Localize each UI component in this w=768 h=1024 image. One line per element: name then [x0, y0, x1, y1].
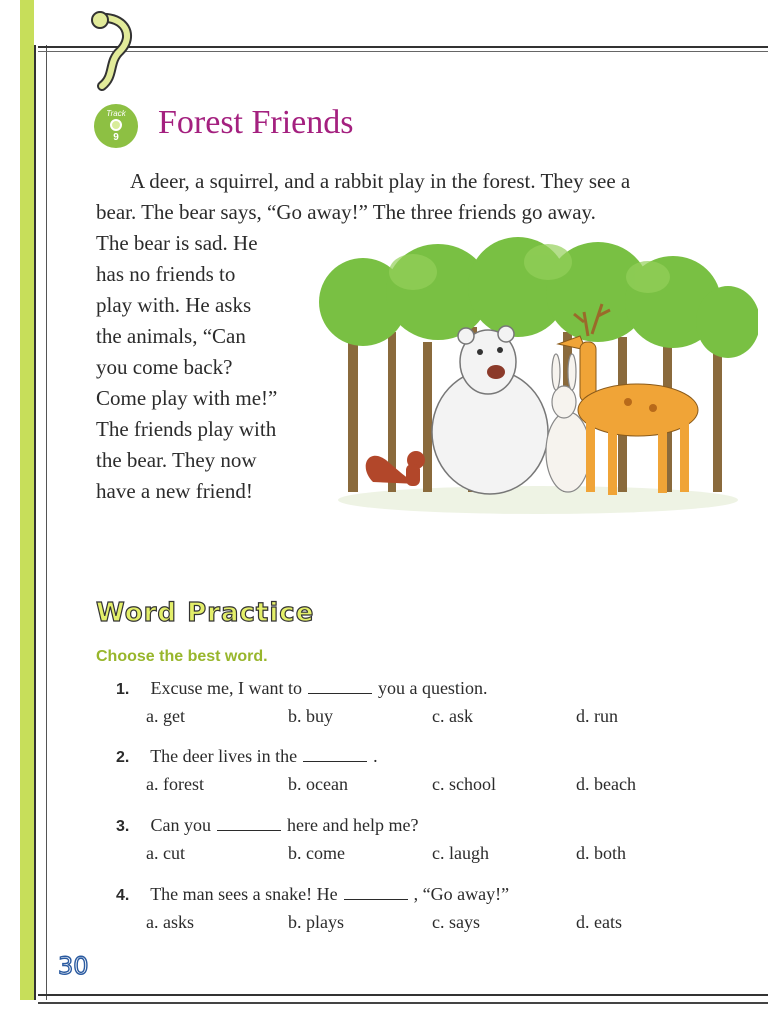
question-text: Excuse me, I want to: [150, 678, 302, 698]
answer-option[interactable]: b. buy: [288, 706, 333, 726]
answer-option[interactable]: c. says: [432, 912, 480, 932]
question-text: The man sees a snake! He: [150, 884, 338, 904]
answer-blank[interactable]: [344, 885, 408, 900]
question-text: The deer lives in the: [150, 746, 298, 766]
question-text: Can you: [150, 815, 211, 835]
story-line: you come back?: [96, 355, 233, 379]
question-text: you a question.: [377, 678, 488, 698]
story-line: The bear is sad. He: [96, 231, 258, 255]
section-title: Word Practice: [96, 598, 315, 628]
question-text: here and help me?: [287, 815, 419, 835]
answer-option[interactable]: c. ask: [432, 706, 473, 726]
story-line: the bear. They now: [96, 448, 257, 472]
binder-hook-icon: [80, 6, 140, 96]
question-number: 3.: [116, 818, 130, 835]
question-item: [116, 884, 736, 938]
left-margin-strip: [20, 0, 34, 1000]
answer-option[interactable]: b. ocean: [288, 774, 348, 794]
story-line: play with. He asks: [96, 293, 252, 317]
story-line: The friends play with: [96, 417, 277, 441]
instruction-text: Choose the best word.: [96, 648, 268, 665]
answer-blank[interactable]: [303, 747, 367, 762]
answer-option[interactable]: d. eats: [576, 912, 622, 932]
question-text: .: [373, 746, 378, 766]
page-number: 30: [58, 952, 89, 980]
answer-option[interactable]: b. plays: [288, 912, 344, 932]
story-line: has no friends to: [96, 262, 236, 286]
answer-blank[interactable]: [308, 679, 372, 694]
question-number: 2.: [116, 749, 130, 766]
story-line: Come play with me!”: [96, 386, 278, 410]
story-line: the animals, “Can: [96, 324, 246, 348]
answer-blank[interactable]: [217, 816, 281, 831]
answer-option[interactable]: c. school: [432, 774, 496, 794]
answer-option[interactable]: d. both: [576, 843, 627, 863]
question-item: [116, 746, 736, 800]
audio-track-badge[interactable]: [94, 104, 138, 148]
question-text: , “Go away!”: [413, 884, 510, 904]
top-border-line: [38, 46, 768, 52]
answer-option[interactable]: a. forest: [146, 774, 204, 794]
track-number: 9: [113, 132, 119, 143]
question-number: 4.: [116, 887, 130, 904]
track-label: Track: [106, 109, 126, 118]
answer-option[interactable]: c. laugh: [432, 843, 489, 863]
answer-option[interactable]: d. beach: [576, 774, 636, 794]
question-item: [116, 678, 736, 732]
answer-option[interactable]: a. get: [146, 706, 185, 726]
story-line: have a new friend!: [96, 479, 253, 503]
ground-shadow: [338, 486, 738, 514]
story-line: A deer, a squirrel, and a rabbit play in the forest. They see a: [130, 169, 631, 193]
story-line: bear. The bear says, “Go away!” The three friends go away.: [96, 200, 596, 224]
answer-option[interactable]: d. run: [576, 706, 618, 726]
story-title: Forest Friends: [158, 104, 354, 141]
cd-icon: [110, 119, 122, 131]
question-number: 1.: [116, 681, 130, 698]
question-item: [116, 815, 736, 869]
answer-option[interactable]: a. asks: [146, 912, 194, 932]
answer-option[interactable]: a. cut: [146, 843, 185, 863]
bear-icon: [432, 326, 548, 494]
answer-option[interactable]: b. come: [288, 843, 345, 863]
bottom-border-line: [38, 994, 768, 1004]
left-border-lines: [34, 45, 47, 1000]
forest-animals-illustration: [318, 232, 758, 522]
